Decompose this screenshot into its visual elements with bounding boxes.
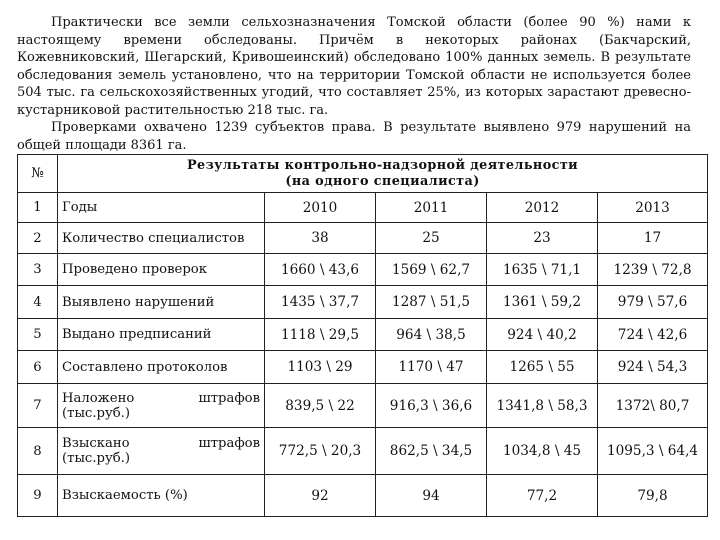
table-title-line-1: Результаты контрольно-надзорной деятельности — [187, 157, 579, 173]
cell-2013: 1239 \ 72,8 — [598, 254, 708, 286]
row-number: 3 — [18, 254, 58, 286]
cell-2012: 1265 \ 55 — [487, 351, 598, 384]
cell-2010: 1660 \ 43,6 — [265, 254, 376, 286]
cell-2012: 2012 — [487, 193, 598, 223]
row-label-part-2: штрафов — [198, 436, 260, 451]
cell-2011: 94 — [376, 475, 487, 517]
row-number: 4 — [18, 286, 58, 319]
cell-2010: 772,5 \ 20,3 — [265, 428, 376, 475]
cell-2010: 1435 \ 37,7 — [265, 286, 376, 319]
table-row — [18, 475, 708, 517]
intro-paragraph-1: Практически все земли сельхозназначения Томской области (более 90 %) нами к настоящему времени обследованы. Причём в некоторых районах (Бакчарский, Кожевниковский, Шегарский, Кривошеинский) обследовано 100% данных земель. В результате обследования земель установлено, что на территории Томской области не используется более 504 тыс. га сельскохозяйственных угодий, что составляет 25%, из которых зарастают древесно-кустарниковой растительностью 218 тыс. га. — [17, 15, 691, 118]
row-label: Проведено проверок — [58, 254, 265, 286]
row-label: Годы — [58, 193, 265, 223]
cell-2012: 1341,8 \ 58,3 — [487, 384, 598, 428]
row-number: 6 — [18, 351, 58, 384]
row-label: Количество специалистов — [58, 223, 265, 254]
cell-2013: 924 \ 54,3 — [598, 351, 708, 384]
table-row — [18, 351, 708, 384]
results-table — [17, 154, 708, 517]
row-label: Выявлено нарушений — [58, 286, 265, 319]
cell-2010: 2010 — [265, 193, 376, 223]
row-number: 7 — [18, 384, 58, 428]
cell-2010: 839,5 \ 22 — [265, 384, 376, 428]
table-row — [18, 254, 708, 286]
cell-2010: 92 — [265, 475, 376, 517]
cell-2010: 38 — [265, 223, 376, 254]
cell-2013: 979 \ 57,6 — [598, 286, 708, 319]
intro-text — [17, 14, 691, 154]
cell-2011: 964 \ 38,5 — [376, 319, 487, 351]
table-row — [18, 286, 708, 319]
table-row — [18, 384, 708, 428]
row-number: 8 — [18, 428, 58, 475]
table-row — [18, 223, 708, 254]
row-label: Составлено протоколов — [58, 351, 265, 384]
row-number: 2 — [18, 223, 58, 254]
row-label-part-3: (тыс.руб.) — [62, 451, 130, 466]
row-label-part-2: штрафов — [198, 390, 260, 406]
cell-2010: 1103 \ 29 — [265, 351, 376, 384]
cell-2013: 724 \ 42,6 — [598, 319, 708, 351]
row-label — [58, 384, 265, 428]
cell-2010: 1118 \ 29,5 — [265, 319, 376, 351]
number-column-header: № — [18, 155, 58, 193]
row-label: Взыскаемость (%) — [58, 475, 265, 517]
table-header-row — [18, 155, 708, 193]
row-label: Выдано предписаний — [58, 319, 265, 351]
table-row — [18, 193, 708, 223]
row-label-part-1: Наложено — [62, 390, 135, 406]
table-row — [18, 428, 708, 475]
cell-2012: 23 — [487, 223, 598, 254]
row-label-part-3: (тыс.руб.) — [62, 405, 130, 421]
table-title — [58, 155, 708, 193]
cell-2012: 1361 \ 59,2 — [487, 286, 598, 319]
row-label-part-1: Взыскано — [62, 436, 130, 451]
cell-2013: 1095,3 \ 64,4 — [598, 428, 708, 475]
cell-2011: 25 — [376, 223, 487, 254]
table-row — [18, 319, 708, 351]
row-number: 1 — [18, 193, 58, 223]
table-title-line-2: (на одного специалиста) — [285, 173, 480, 189]
intro-paragraph-2: Проверками охвачено 1239 субъектов права. В результате выявлено 979 нарушений на общей площади 8361 га. — [17, 120, 691, 153]
row-number: 5 — [18, 319, 58, 351]
cell-2013: 1372\ 80,7 — [598, 384, 708, 428]
cell-2012: 924 \ 40,2 — [487, 319, 598, 351]
cell-2013: 2013 — [598, 193, 708, 223]
row-number: 9 — [18, 475, 58, 517]
cell-2012: 77,2 — [487, 475, 598, 517]
cell-2011: 916,3 \ 36,6 — [376, 384, 487, 428]
cell-2011: 1287 \ 51,5 — [376, 286, 487, 319]
cell-2013: 17 — [598, 223, 708, 254]
cell-2011: 862,5 \ 34,5 — [376, 428, 487, 475]
cell-2011: 1170 \ 47 — [376, 351, 487, 384]
row-label — [58, 428, 265, 475]
cell-2012: 1034,8 \ 45 — [487, 428, 598, 475]
cell-2013: 79,8 — [598, 475, 708, 517]
cell-2012: 1635 \ 71,1 — [487, 254, 598, 286]
cell-2011: 2011 — [376, 193, 487, 223]
cell-2011: 1569 \ 62,7 — [376, 254, 487, 286]
